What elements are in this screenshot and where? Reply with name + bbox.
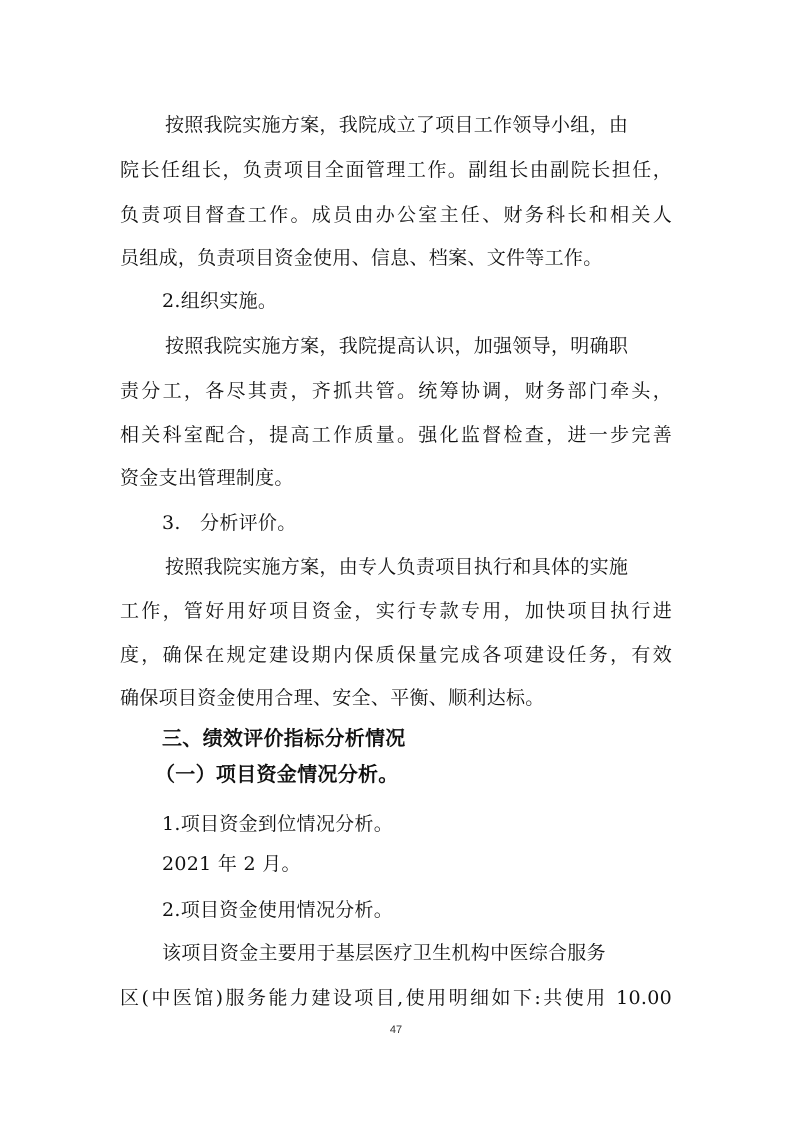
paragraph-1-line-2: 院长任组长，负责项目全面管理工作。副组长由副院长担任，	[120, 159, 672, 181]
paragraph-3-line-4: 确保项目资金使用合理、安全、平衡、顺利达标。	[120, 687, 545, 709]
paragraph-3-line-3: 度，确保在规定建设期内保质保量完成各项建设任务，有效	[120, 644, 672, 666]
paragraph-3-line-1: 按照我院实施方案，由专人负责项目执行和具体的实施	[165, 556, 629, 578]
paragraph-3-line-2: 工作，管好用好项目资金，实行专款专用，加快项目执行进	[120, 600, 672, 622]
paragraph-2-line-2: 责分工，各尽其责，齐抓共管。统筹协调，财务部门牵头，	[120, 380, 672, 402]
paragraph-2-line-4: 资金支出管理制度。	[120, 467, 294, 489]
page-number: 47	[389, 1024, 403, 1036]
heading-subsection-1: （一）项目资金情况分析。	[155, 762, 399, 786]
paragraph-1-line-3: 负责项目督查工作。成员由办公室主任、财务科长和相关人	[120, 204, 672, 226]
paragraph-1-line-1: 按照我院实施方案，我院成立了项目工作领导小组，由	[165, 114, 629, 136]
item-date: 2021 年 2 月。	[162, 853, 301, 875]
section-title-organize: 2.组织实施。	[162, 290, 278, 312]
paragraph-2-line-3: 相关科室配合，提高工作质量。强化监督检查，进一步完善	[120, 424, 672, 446]
paragraph-4-line-1: 该项目资金主要用于基层医疗卫生机构中医综合服务	[162, 942, 606, 964]
paragraph-2-line-1: 按照我院实施方案，我院提高认识，加强领导，明确职	[165, 335, 629, 357]
section-title-analysis: 3. 分析评价。	[162, 512, 297, 534]
item-fund-arrival: 1.项目资金到位情况分析。	[162, 813, 394, 835]
paragraph-1-line-4: 员组成，负责项目资金使用、信息、档案、文件等工作。	[120, 247, 603, 269]
paragraph-4-line-2: 区(中医馆)服务能力建设项目,使用明细如下:共使用 10.00	[120, 987, 672, 1009]
item-fund-usage: 2.项目资金使用情况分析。	[162, 899, 394, 921]
heading-section-3: 三、绩效评价指标分析情况	[162, 726, 406, 750]
